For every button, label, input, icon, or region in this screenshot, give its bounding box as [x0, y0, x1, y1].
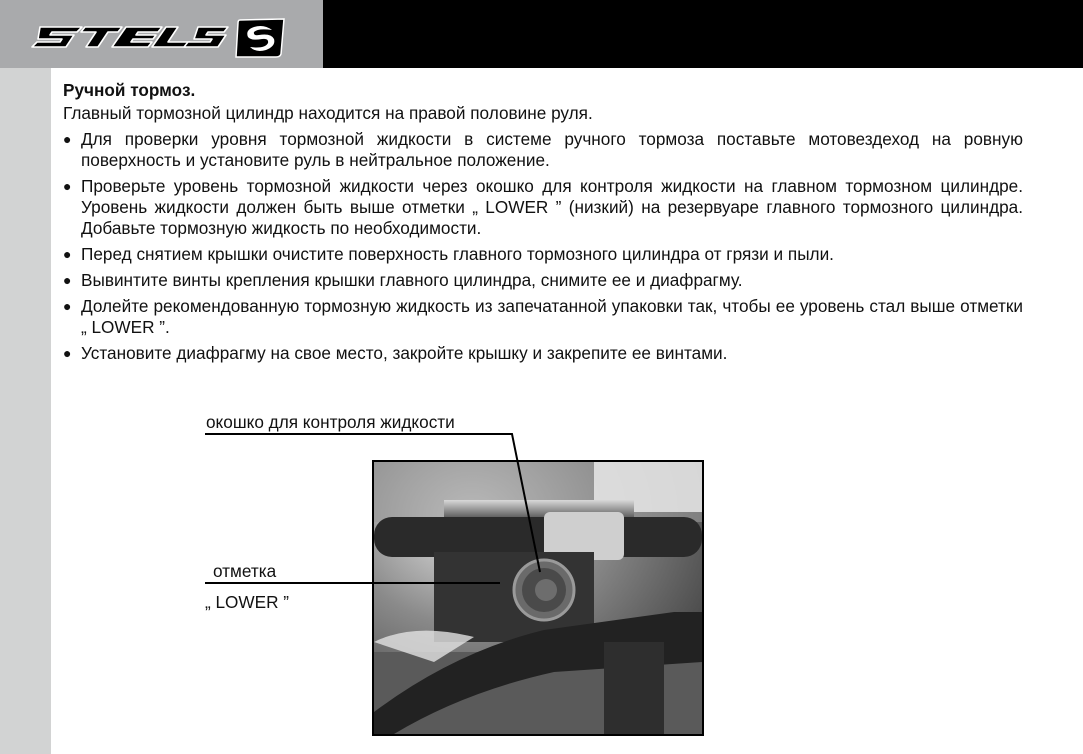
section-title: Ручной тормоз. [63, 80, 196, 100]
logo-panel [0, 0, 323, 68]
section-intro: Главный тормозной цилиндр находится на правой половине руля. [63, 103, 593, 123]
bullet-icon: ● [63, 246, 72, 262]
instruction-item: ● Перед снятием крышки очистите поверхность главного тормозного цилиндра от грязи и пыли. [63, 244, 834, 264]
instruction-list [63, 129, 1023, 364]
stels-wordmark-logo [30, 24, 230, 50]
bullet-icon: ● [63, 272, 72, 288]
stels-s-badge-logo [234, 18, 286, 58]
bullet-icon: ● [63, 131, 72, 147]
brake-cylinder-photo [372, 460, 704, 736]
instruction-item: ● Вывинтите винты крепления крышки главного цилиндра, снимите ее и диафрагму. [63, 270, 743, 290]
left-margin-bar [0, 68, 51, 754]
instruction-item: ● Проверьте уровень тормозной жидкости через окошко для контроля жидкости на главном тормозном цилиндре. Уровень жидкости должен быть выше отметки „ LOWER ” (низкий) на резервуаре главного тормозного цилиндра. Добавьте тормозную жидкость по необходимости. [63, 176, 1023, 238]
bullet-icon: ● [63, 345, 72, 361]
bullet-icon: ● [63, 298, 72, 314]
callout-sight-window-label: окошко для контроля жидкости [206, 412, 455, 432]
instruction-item: ● Долейте рекомендованную тормозную жидкость из запечатанной упаковки так, чтобы ее уровень стал выше отметки „ LOWER ”. [63, 296, 1023, 337]
page-header [0, 0, 1083, 68]
callout-lower-mark-value: „ LOWER ” [205, 592, 290, 612]
callout-lower-mark-label: отметка [213, 561, 277, 581]
document-body [63, 80, 1023, 369]
instruction-item: ● Установите диафрагму на свое место, закройте крышку и закрепите ее винтами. [63, 343, 728, 363]
bullet-icon: ● [63, 178, 72, 194]
instruction-item: ● Для проверки уровня тормозной жидкости в системе ручного тормоза поставьте мотовездеход на ровную поверхность и установите руль в нейтральное положение. [63, 129, 1023, 170]
photo-illustration [374, 462, 702, 734]
